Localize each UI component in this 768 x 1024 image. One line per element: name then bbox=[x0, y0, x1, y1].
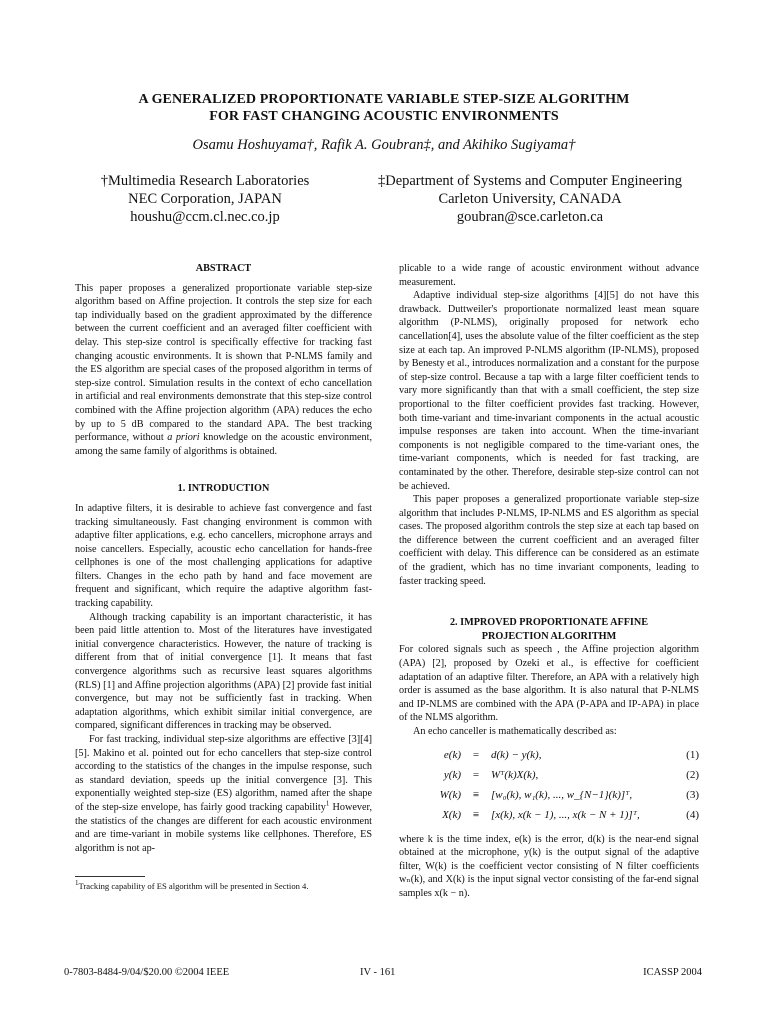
intro-paragraph-3-part: For fast tracking, individual step-size algorithms are effective [3][4][5]. Makino et al. pointed out for echo cancellers that step-size control according to the statistics of the changes in the impulse response, such as standard deviation, speeds up the initial convergence [3]. This exponentially weighted step-size (ES) algorithm, named after the shape of the step-size envelope, has fairly good tracking capability bbox=[75, 734, 372, 813]
title-line-2: FOR FAST CHANGING ACOUSTIC ENVIRONMENTS bbox=[209, 109, 559, 124]
left-column bbox=[75, 262, 372, 855]
section-2-paragraph-2: An echo canceller is mathematically described as: bbox=[413, 726, 617, 737]
intro-paragraph-4: Adaptive individual step-size algorithms [4][5] do not have this drawback. Duttweiler's proportionate normalized least mean square algorithm (P-NLMS), originally proposed for network echo cancellation[4], uses the absolute value of the filter coefficient as the step size at each tap. An improved P-NLMS algorithm (IP-NLMS), proposed by Benesty et al., introduces normalization and a constant for the purpose of step-size control. Because a tap with a large filter coefficient tends to vary more significantly than that with a small coefficient, the step size proportional to the filter coefficient provides fast tracking. However, both time-variant and time-invariant components in the actual acoustic impulse responses are taken into account. When the time-invariant components is not negligible compared to the time-variant ones, the time-variant components, which is needed for fast tracking, are contaminated by the other. Therefore, desirable step-size control can not be achieved. bbox=[399, 290, 699, 492]
intro-paragraph-3 bbox=[75, 733, 372, 855]
footnote-marker: 1 bbox=[325, 799, 330, 808]
affiliation-line: NEC Corporation, JAPAN bbox=[128, 191, 282, 207]
section-2-heading bbox=[399, 616, 699, 643]
equation-number: (1) bbox=[686, 748, 699, 761]
equation-operator: ≡ bbox=[472, 788, 480, 801]
footnote-text: Tracking capability of ES algorithm will be presented in Section 4. bbox=[78, 881, 309, 891]
intro-paragraph-5: This paper proposes a generalized proportionate variable step-size algorithm that includes P-NLMS, IP-NLMS and ES algorithm as special cases. The proposed algorithm controls the step size at each tap based on the difference between the current coefficient and an averaged filter coefficient with delay. This difference can be considered as an estimate of the gradient, which has no time invariant components, leading to faster tracking speed. bbox=[399, 494, 699, 587]
intro-paragraph-1: In adaptive filters, it is desirable to achieve fast convergence and fast tracking simultaneously. Fast changing environment is common with adaptive filter applications, e.g. echo cancellers, microphone arrays and noise cancellers. Especially, acoustic echo cancellation for hands-free cellphones is one of the most challenging applications for adaptive filters. Changes in the echo path by hand and face movement are frequent and significant, which require the adaptive algorithm fast-tracking capability. bbox=[75, 502, 372, 610]
paper-title bbox=[40, 91, 728, 125]
affiliation-line: Carleton University, CANADA bbox=[438, 191, 622, 207]
author-list: Osamu Hoshuyama†, Rafik A. Goubran‡, and Akihiko Sugiyama† bbox=[192, 137, 576, 153]
equation-number: (3) bbox=[686, 788, 699, 801]
equation-lhs: X(k) bbox=[442, 808, 461, 821]
footer-conference: ICASSP 2004 bbox=[643, 967, 702, 978]
affiliation-email: goubran@sce.carleton.ca bbox=[456, 209, 604, 225]
affiliation-nec bbox=[60, 172, 350, 226]
equation-lhs: e(k) bbox=[443, 748, 461, 761]
equation-row bbox=[399, 745, 699, 765]
equation-rhs: [w₀(k), w₁(k), ..., w_{N−1}(k)]ᵀ, bbox=[491, 788, 633, 801]
section-2-paragraph-1: For colored signals such as speech , the Affine projection algorithm (APA) [2], proposed by Ozeki et al., is effective for coefficient adaptation of an adaptive filter. Therefore, an APA with a relatively high order is assumed as the base algorithm. It is also natural that P-NLMS and IP-NLMS are combined with the APA (P-APA and IP-APA) in place of the NLMS algorithm. bbox=[399, 644, 699, 724]
affiliation-line: ‡Department of Systems and Computer Engineering bbox=[377, 173, 683, 189]
footnote-number: 1 bbox=[75, 879, 79, 888]
introduction-heading: 1. INTRODUCTION bbox=[177, 483, 270, 495]
equation-lhs: y(k) bbox=[443, 768, 461, 781]
abstract-text-part: This paper proposes a generalized proportionate variable step-size algorithm based on Affine projection. It controls the step size for each tap individually based on the gradient approximated by the difference between the current coefficient and an averaged filter coefficient with delay. This step-size control is specifically effective for tracking fast changing acoustic environments. It is shown that P-NLMS family and the ES algorithm are special cases of the proposed algorithm in terms of step-size control. Simulation results in the context of echo cancellation in artificial and real environments demonstrate that this step-size control combined with the Affine projection algorithm (APA) reduces the echo by up to 5 dB compared to the standard APA. The best tracking performance, without bbox=[75, 282, 372, 444]
equation-operator: = bbox=[472, 748, 480, 761]
equation-row bbox=[399, 765, 699, 785]
equation-row bbox=[399, 805, 699, 825]
equation-rhs: [x(k), x(k − 1), ..., x(k − N + 1)]ᵀ, bbox=[491, 808, 640, 821]
affiliation-line: †Multimedia Research Laboratories bbox=[100, 173, 310, 189]
equation-rhs: Wᵀ(k)X(k), bbox=[491, 768, 539, 781]
title-line-1: A GENERALIZED PROPORTIONATE VARIABLE STEP-SIZE ALGORITHM bbox=[138, 92, 630, 107]
intro-paragraph-3-part: However, the statistics of the changes are different for each acoustic environment and are time-variant in mobile systems like cellphones. Therefore, ES algorithm is not ap- bbox=[75, 801, 372, 854]
abstract-heading: ABSTRACT bbox=[195, 263, 252, 274]
intro-paragraph-2: Although tracking capability is an important characteristic, it has been paid little attention to. Most of the literatures have investigated initial convergence characteristics. However, the nature of tracking is different from that of initial convergence [1]. It means that fast convergence algorithms such as recursive least squares algorithms (RLS) [1] and Affine projection algorithms (APA) [2] provide fast initial convergence, but may not be sufficiently fast in tracking. When adaptation algorithms, which exhibit similar initial convergence, are compared, significant differences in tracking may be observed. bbox=[75, 611, 372, 732]
affiliation-carleton bbox=[335, 172, 725, 226]
footer-copyright: 0-7803-8484-9/04/$20.00 ©2004 IEEE bbox=[64, 967, 230, 978]
footer-page-number: IV - 161 bbox=[360, 967, 396, 978]
right-column bbox=[399, 262, 699, 901]
equation-lhs: W(k) bbox=[439, 788, 461, 801]
equation-row bbox=[399, 785, 699, 805]
abstract-emphasis: a priori bbox=[167, 432, 200, 444]
section-2-heading-line: 2. IMPROVED PROPORTIONATE AFFINE bbox=[449, 617, 649, 629]
footnote-rule bbox=[75, 876, 145, 877]
intro-paragraph-continued: plicable to a wide range of acoustic environment without advance measurement. bbox=[399, 263, 699, 288]
equation-number: (2) bbox=[686, 768, 699, 781]
section-2-heading-line: PROJECTION ALGORITHM bbox=[481, 630, 617, 642]
footnote bbox=[75, 881, 375, 892]
equation-block bbox=[399, 745, 699, 825]
equation-operator: = bbox=[472, 768, 480, 781]
equation-rhs: d(k) − y(k), bbox=[491, 748, 542, 761]
abstract-text bbox=[75, 282, 372, 459]
equation-number: (4) bbox=[686, 808, 699, 821]
affiliation-email: houshu@ccm.cl.nec.co.jp bbox=[130, 209, 280, 225]
section-2-paragraph-3: where k is the time index, e(k) is the error, d(k) is the near-end signal obtained at the microphone, y(k) is the output signal of the adaptive filter, W(k) is the coefficient vector consisting of N filter coefficients wₙ(k), and X(k) is the input signal vector consisting of the far-end signal samples x(k − n). bbox=[399, 833, 699, 899]
equation-operator: ≡ bbox=[472, 808, 480, 821]
abstract-text-part: knowledge on the acoustic environment, among the same family of algorithms is obtained. bbox=[75, 432, 372, 457]
